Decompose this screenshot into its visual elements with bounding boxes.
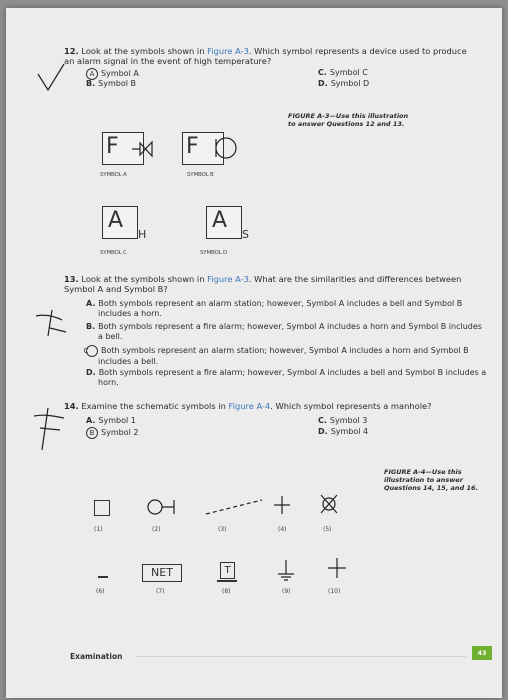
symbol-1-square [94, 500, 110, 516]
symbol-8-base-line [217, 580, 237, 582]
question-number: 14. [64, 401, 79, 411]
figure-a3 [96, 128, 249, 268]
symbol-label: SYMBOL C [100, 250, 127, 256]
symbol-label: (10) [328, 588, 341, 595]
answer-option-b [86, 427, 138, 439]
question-text: . What are the similarities and differences between Symbol A and Symbol B? [64, 274, 462, 294]
option-letter: C. [318, 416, 327, 425]
option-text: Symbol B [98, 79, 136, 88]
symbol-label: (1) [94, 526, 103, 533]
symbol-label: (2) [152, 526, 161, 533]
answer-option-b [86, 322, 488, 342]
question-text: Look at the symbols shown in [81, 274, 208, 284]
question-text: . Which symbol represents a manhole? [270, 401, 432, 411]
symbol-label: (9) [282, 588, 291, 595]
option-text: Symbol C [329, 68, 368, 77]
answer-option-b [86, 79, 136, 89]
handwritten-checkmark [34, 60, 74, 100]
symbol-c-box [102, 206, 138, 239]
answer-option-d [318, 427, 368, 437]
option-letter: A. [86, 299, 96, 308]
symbol-9-ground [276, 558, 296, 584]
textbook-page [6, 8, 502, 698]
symbol-8-t-box: T [220, 562, 235, 579]
option-text: Symbol 1 [98, 416, 136, 425]
symbol-letter: F [186, 134, 199, 159]
answer-option-c [83, 345, 488, 367]
figure-reference: Figure A-4 [228, 401, 271, 411]
question-number: 12. [64, 46, 79, 56]
question-13 [64, 274, 474, 294]
handwritten-circle: B [86, 427, 98, 439]
option-text: Both symbols represent a fire alarm; however, Symbol A includes a horn and Symbol B includes a bell. [98, 322, 482, 341]
symbol-d-box [206, 206, 242, 239]
handwritten-circle: C [86, 345, 98, 357]
footer-rule [136, 656, 466, 657]
answer-option-d [86, 368, 488, 388]
symbol-label: SYMBOL D [200, 250, 228, 256]
option-letter: D. [86, 368, 96, 377]
horn-icon [130, 140, 160, 158]
symbol-subscript: S [242, 228, 249, 241]
symbol-subscript: H [138, 228, 147, 241]
symbol-label: SYMBOL A [100, 172, 127, 178]
option-text: Symbol 2 [101, 428, 139, 437]
figure-a4 [76, 488, 376, 608]
question-number: 13. [64, 274, 79, 284]
symbol-label: (3) [218, 526, 227, 533]
symbol-label: (7) [156, 588, 165, 595]
figure-a3-caption: FIGURE A-3—Use this illustration to answer Questions 12 and 13. [288, 112, 409, 128]
handwritten-mark [32, 308, 76, 342]
question-text: . Which symbol represents a device used to produce an alarm signal in the event of high temperature? [64, 46, 467, 66]
option-text: Symbol 4 [330, 427, 369, 436]
symbol-4-plus [272, 494, 292, 516]
option-text: Symbol 3 [329, 416, 368, 425]
answer-option-c [318, 416, 367, 426]
question-12 [64, 46, 474, 66]
option-letter: B. [86, 322, 96, 331]
option-text: Both symbols represent a fire alarm; however, Symbol A includes a bell and Symbol B includes a horn. [98, 368, 487, 387]
page-number-badge: 43 [472, 646, 492, 660]
symbol-label: (6) [96, 588, 105, 595]
figure-reference: Figure A-3 [207, 274, 249, 284]
symbol-label: (5) [323, 526, 332, 533]
option-text: Both symbols represent an alarm station; however, Symbol A includes a bell and Symbol B includes a horn. [98, 299, 463, 318]
footer-section-title: Examination [70, 652, 123, 661]
symbol-label: SYMBOL B [187, 172, 214, 178]
option-letter: A. [86, 416, 96, 425]
option-letter: C. [318, 68, 327, 77]
symbol-label: (4) [278, 526, 287, 533]
answer-option-c [318, 68, 368, 78]
answer-option-d [318, 79, 369, 89]
symbol-6-dash [98, 576, 108, 578]
handwritten-mark [28, 406, 72, 456]
option-letter: D. [318, 427, 328, 436]
symbol-letter: A [212, 208, 228, 233]
symbol-letter: F [106, 134, 119, 159]
handwritten-circle: A [86, 68, 98, 80]
question-text: Look at the symbols shown in [81, 46, 208, 56]
figure-a4-caption: FIGURE A-4—Use this illustration to answer Questions 14, 15, and 16. [384, 468, 478, 492]
option-text: Symbol D [330, 79, 370, 88]
answer-option-a [86, 416, 136, 426]
question-14 [64, 401, 474, 411]
option-letter: D. [318, 79, 328, 88]
symbol-7-net-box: NET [142, 564, 182, 582]
answer-option-a [86, 299, 488, 319]
symbol-label: (8) [222, 588, 231, 595]
question-text: Examine the schematic symbols in [81, 401, 229, 411]
symbol-10-plus [326, 556, 348, 580]
symbol-5-crossed-circle [318, 492, 340, 516]
figure-reference: Figure A-3 [207, 46, 249, 56]
symbol-3-dashed-line [204, 498, 264, 516]
option-text: Symbol A [101, 69, 139, 78]
bell-icon [214, 136, 238, 160]
symbol-2-circle-line [146, 496, 186, 518]
option-text: Both symbols represent an alarm station; however, Symbol A includes a horn and Symbol B includes a bell. [98, 346, 469, 366]
option-letter: B. [86, 79, 96, 88]
symbol-letter: A [108, 208, 124, 233]
